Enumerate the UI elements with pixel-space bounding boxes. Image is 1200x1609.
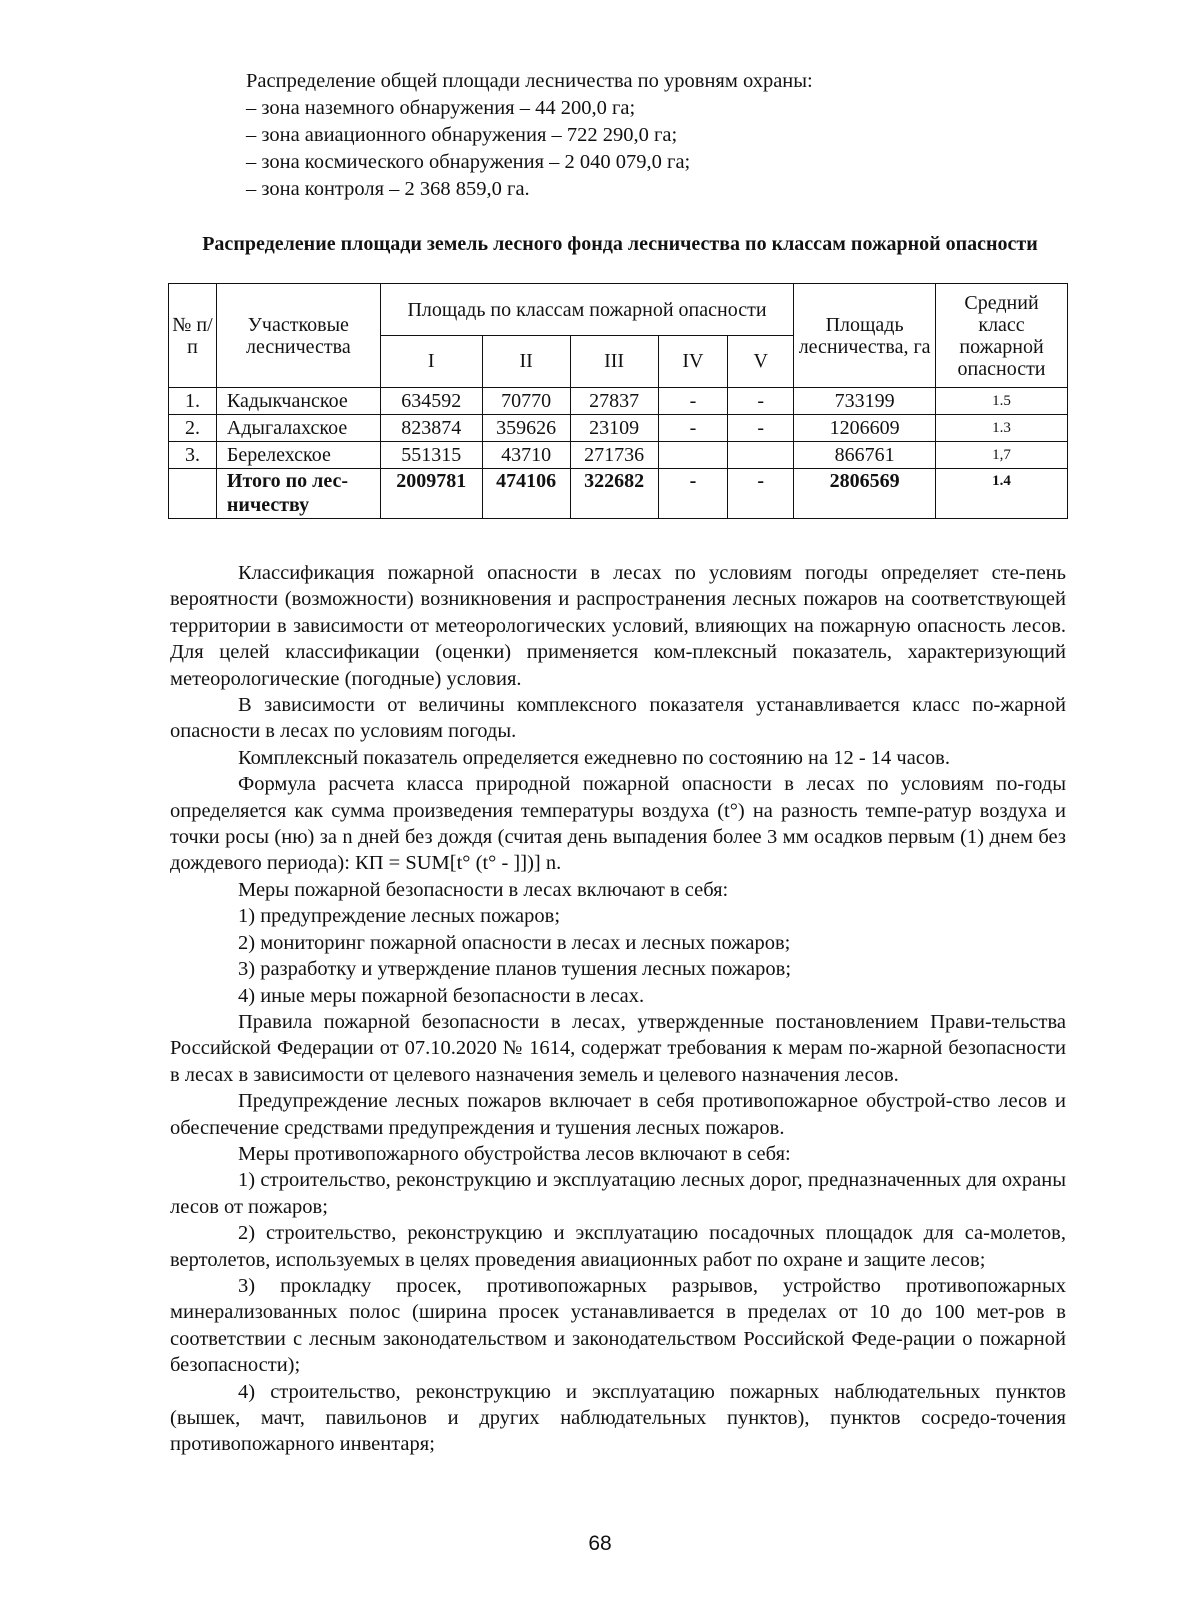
row-class-v — [728, 442, 794, 469]
protection-level-item: – зона авиационного обнаружения – 722 290,0 га; — [246, 124, 678, 146]
protection-level-item: – зона космического обнаружения – 2 040 079,0 га; — [246, 151, 691, 173]
row-class-ii: 70770 — [482, 388, 570, 415]
row-num: 2. — [169, 415, 217, 442]
header-class-iv: IV — [658, 336, 728, 388]
page-number: 68 — [588, 1532, 612, 1555]
table-title: Распределение площади земель лесного фонда лесничества по классам пожарной опасности — [202, 233, 1038, 255]
total-name: Итого по лес-ничеству — [216, 469, 380, 519]
row-class-ii: 359626 — [482, 415, 570, 442]
body-text — [170, 560, 1066, 1458]
paragraph: Меры пожарной безопасности в лесах включают в себя: — [238, 878, 729, 901]
row-class-iv: - — [658, 415, 728, 442]
header-class-i: I — [380, 336, 482, 388]
row-num: 1. — [169, 388, 217, 415]
fire-danger-table — [168, 283, 1068, 519]
paragraph: 2) мониторинг пожарной опасности в лесах и лесных пожаров; — [238, 931, 791, 954]
header-area-by-class: Площадь по классам пожарной опасности — [380, 284, 793, 336]
row-name: Берелехское — [216, 442, 380, 469]
paragraph: Формула расчета класса природной пожарной опасности в лесах по условиям по-годы определяется как сумма произведения температуры воздуха (t°) на разность темпе-ратур воздуха и точки росы (ню) за n дней без дождя (считая день выпадения более 3 мм осадков первым (1) днем без дождевого периода): КП = SUM[t° (t° - ]])] n. — [170, 773, 1066, 875]
row-class-v: - — [728, 388, 794, 415]
header-class-iii: III — [570, 336, 658, 388]
row-class-v: - — [728, 415, 794, 442]
total-class-ii: 474106 — [482, 469, 570, 519]
paragraph: 2) строительство, реконструкцию и эксплуатацию посадочных площадок для са-молетов, вертолетов, используемых в целях проведения авиационных работ по охране и защите лесов; — [170, 1222, 1066, 1271]
row-area: 733199 — [794, 388, 936, 415]
row-class-ii: 43710 — [482, 442, 570, 469]
row-area: 1206609 — [794, 415, 936, 442]
row-class-iii: 271736 — [570, 442, 658, 469]
header-class-ii: II — [482, 336, 570, 388]
paragraph: 1) предупреждение лесных пожаров; — [238, 905, 561, 928]
paragraph: Меры противопожарного обустройства лесов включают в себя: — [238, 1142, 791, 1165]
total-avg-class: 1.4 — [936, 469, 1068, 519]
protection-level-item: – зона контроля – 2 368 859,0 га. — [246, 178, 530, 200]
row-avg-class: 1,7 — [936, 442, 1068, 469]
row-class-i: 823874 — [380, 415, 482, 442]
row-class-iii: 27837 — [570, 388, 658, 415]
header-avg-class: Средний класс пожарной опасности — [936, 284, 1068, 388]
total-area: 2806569 — [794, 469, 936, 519]
row-num: 3. — [169, 442, 217, 469]
row-name: Адыгалахское — [216, 415, 380, 442]
row-class-i: 551315 — [380, 442, 482, 469]
paragraph: 4) строительство, реконструкцию и эксплуатацию пожарных наблюдательных пунктов (вышек, мачт, павильонов и других наблюдательных пунктов), пунктов сосредо-точения противопожарного инвентаря; — [170, 1380, 1066, 1456]
row-name: Кадыкчанское — [216, 388, 380, 415]
paragraph: 3) прокладку просек, противопожарных разрывов, устройство противопожарных минерализованных полос (ширина просек устанавливается в пределах от 10 до 100 мет-ров в соответствии с лесным законодательством и законодательством Российской Феде-рации о пожарной безопасности); — [170, 1274, 1066, 1377]
header-num: № п/п — [169, 284, 217, 388]
header-total-area: Площадь лесничества, га — [794, 284, 936, 388]
total-class-v: - — [728, 469, 794, 519]
header-district: Участковые лесничества — [216, 284, 380, 388]
protection-level-item: – зона наземного обнаружения – 44 200,0 га; — [246, 97, 636, 119]
paragraph: Комплексный показатель определяется ежедневно по состоянию на 12 - 14 часов. — [238, 746, 950, 769]
row-area: 866761 — [794, 442, 936, 469]
paragraph: 1) строительство, реконструкцию и эксплуатацию лесных дорог, предназначенных для охраны лесов от пожаров; — [170, 1169, 1066, 1218]
table-row — [169, 415, 1068, 442]
table-total-row — [169, 469, 1068, 519]
paragraph: Правила пожарной безопасности в лесах, утвержденные постановлением Прави-тельства Российской Федерации от 07.10.2020 № 1614, содержат требования к мерам по-жарной безопасности в лесах в зависимости от целевого назначения земель и целевого назначения лесов. — [170, 1010, 1066, 1086]
row-class-iv — [658, 442, 728, 469]
row-avg-class: 1.3 — [936, 415, 1068, 442]
table-row — [169, 388, 1068, 415]
protection-levels-heading: Распределение общей площади лесничества по уровням охраны: — [246, 70, 813, 92]
total-class-iii: 322682 — [570, 469, 658, 519]
total-class-iv: - — [658, 469, 728, 519]
table-row — [169, 442, 1068, 469]
row-class-iv: - — [658, 388, 728, 415]
row-class-iii: 23109 — [570, 415, 658, 442]
paragraph: Классификация пожарной опасности в лесах по условиям погоды определяет сте-пень вероятности (возможности) возникновения и распространения лесных пожаров на соответствующей территории в зависимости от метеорологических условий, влияющих на пожарную опасность лесов. Для целей классификации (оценки) применяется ком-плексный показатель, характеризующий метеорологические (погодные) условия. — [170, 562, 1066, 690]
paragraph: 3) разработку и утверждение планов тушения лесных пожаров; — [238, 958, 792, 981]
header-class-v: V — [728, 336, 794, 388]
row-avg-class: 1.5 — [936, 388, 1068, 415]
total-class-i: 2009781 — [380, 469, 482, 519]
paragraph: В зависимости от величины комплексного показателя устанавливается класс по-жарной опасности в лесах по условиям погоды. — [170, 694, 1066, 743]
total-num — [169, 469, 217, 519]
protection-levels-block — [246, 68, 1106, 203]
paragraph: 4) иные меры пожарной безопасности в лесах. — [238, 984, 645, 1007]
paragraph: Предупреждение лесных пожаров включает в себя противопожарное обустрой-ство лесов и обеспечение средствами предупреждения и тушения лесных пожаров. — [170, 1090, 1066, 1139]
row-class-i: 634592 — [380, 388, 482, 415]
